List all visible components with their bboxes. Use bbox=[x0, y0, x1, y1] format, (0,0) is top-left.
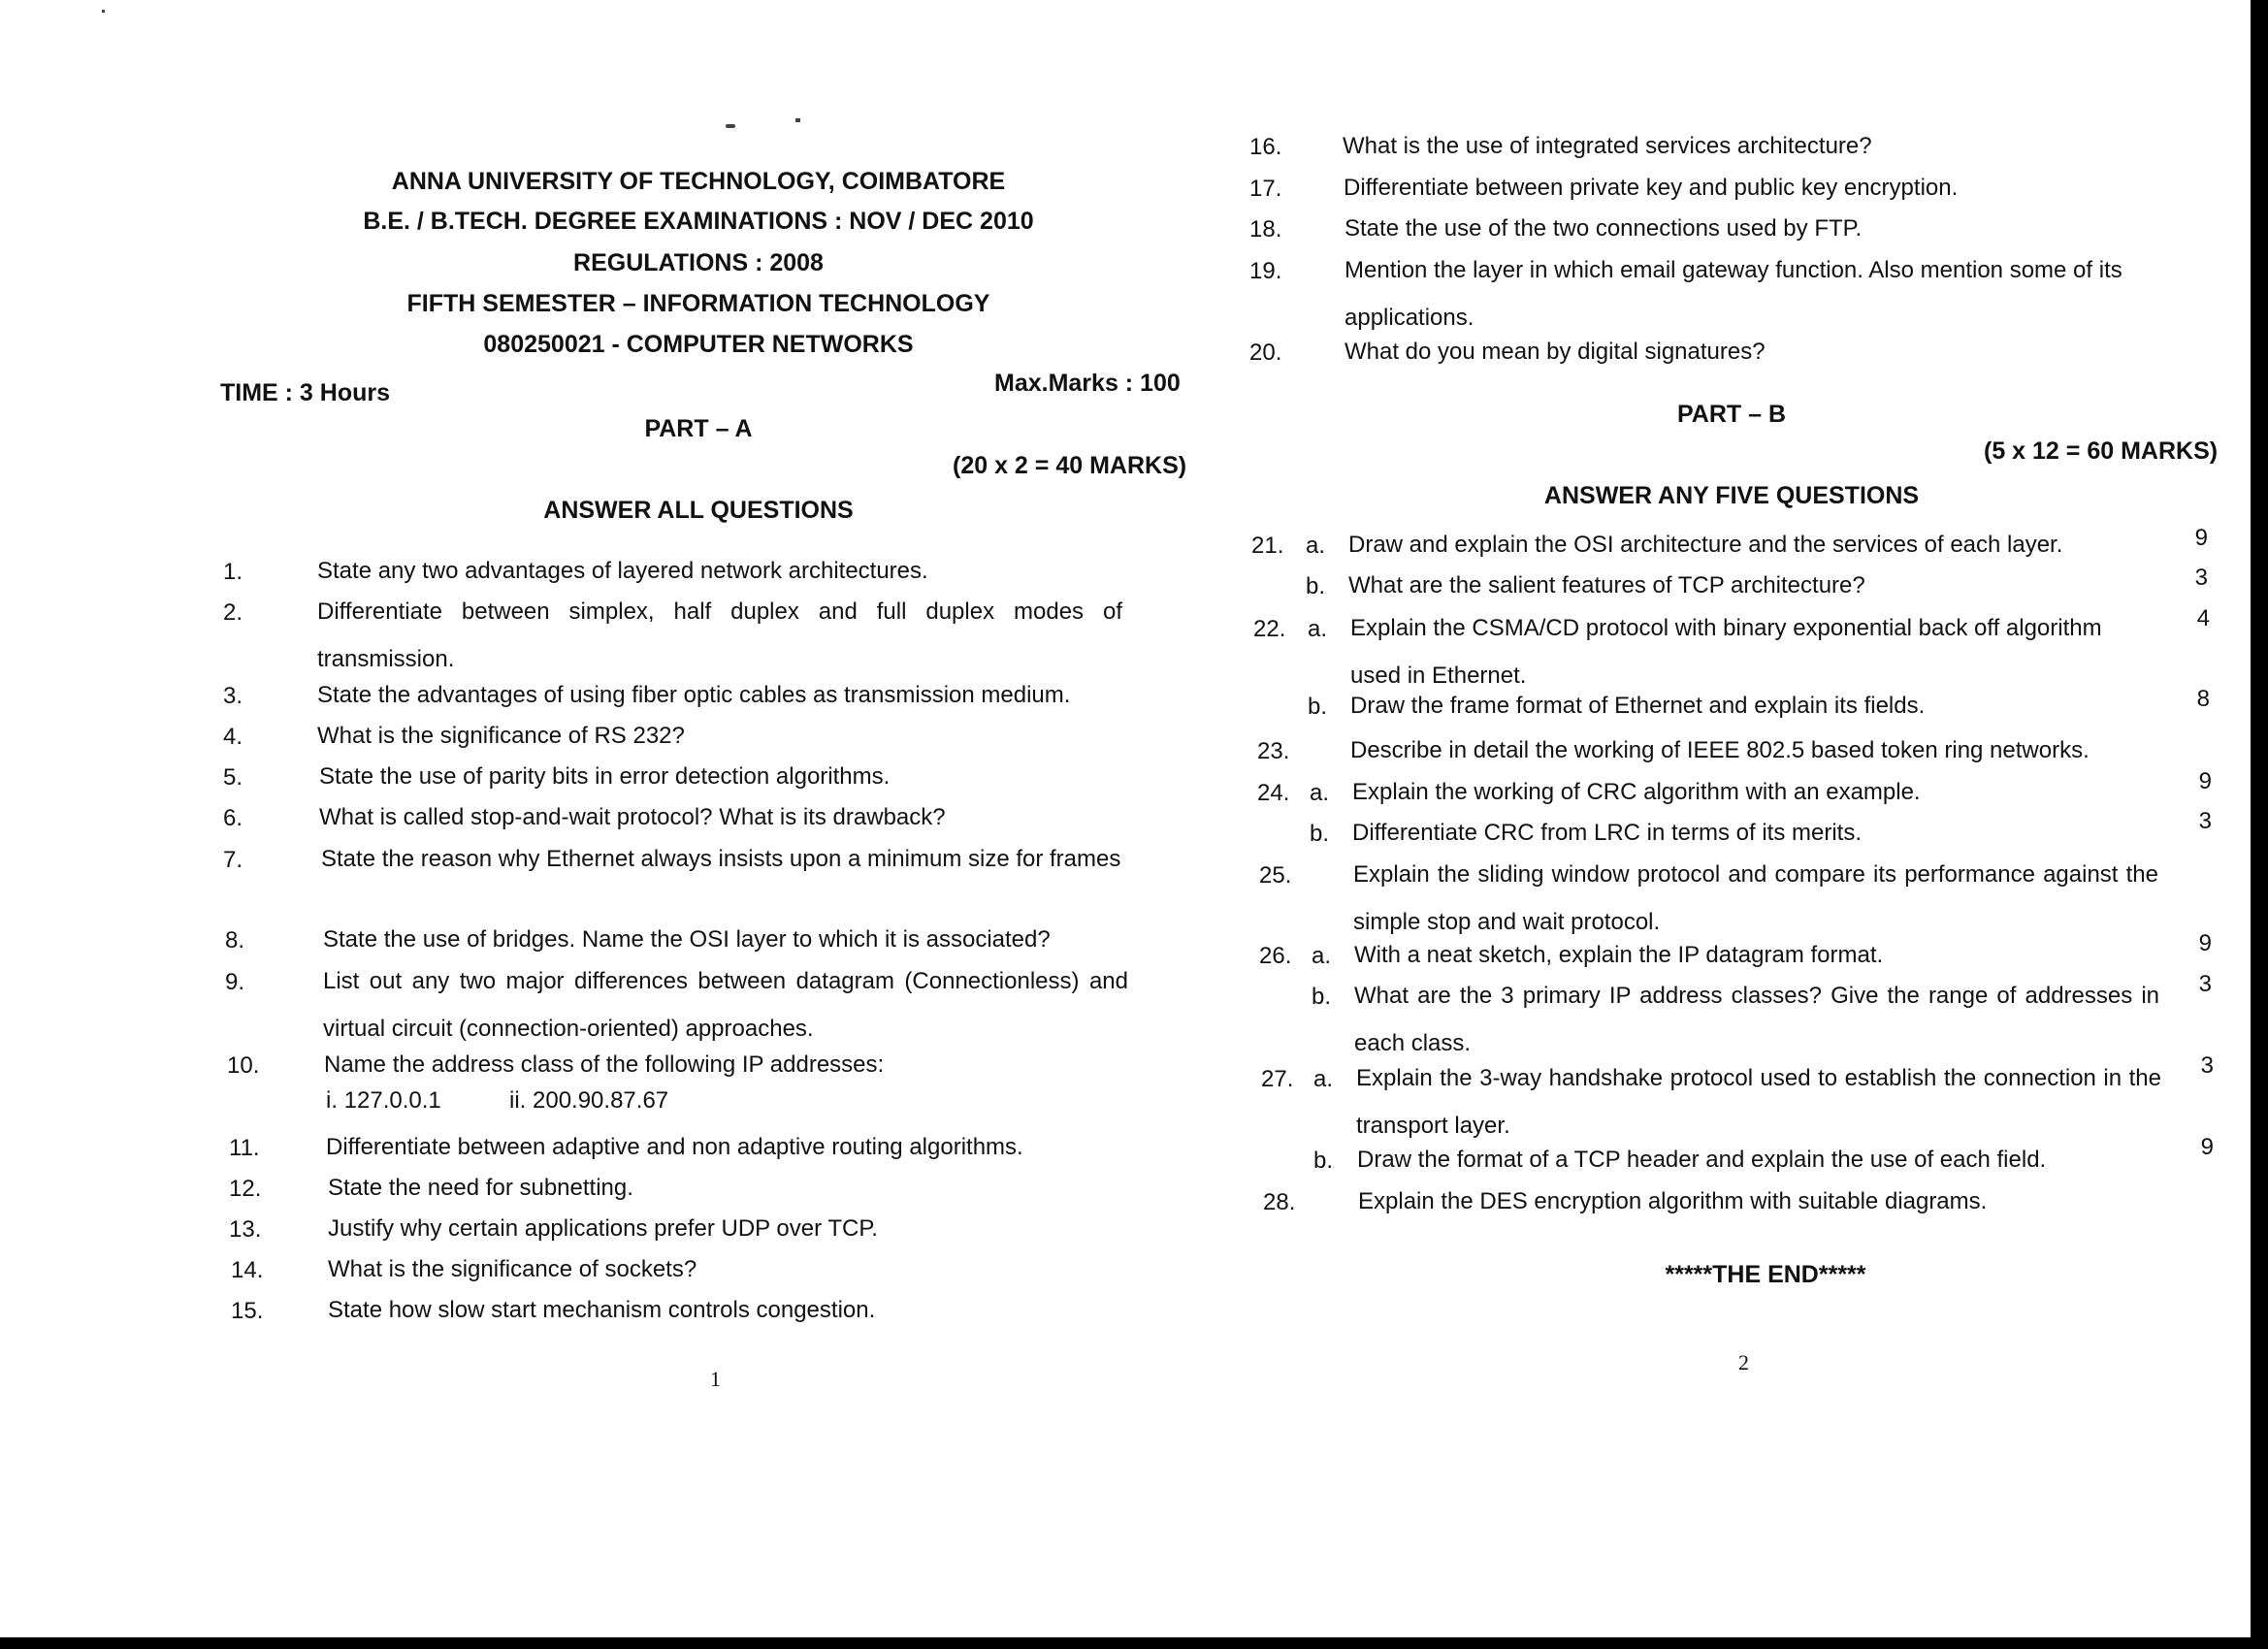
question-text: Differentiate between simplex, half duplex and full duplex modes of transmission. bbox=[317, 598, 1122, 672]
question-number: 22. bbox=[1253, 616, 1286, 642]
question-marks: 3 bbox=[2198, 808, 2212, 834]
question-marks: 3 bbox=[2194, 565, 2208, 591]
scan-speck bbox=[726, 124, 735, 128]
question-number: 25. bbox=[1259, 862, 1292, 889]
question-number: 19. bbox=[1249, 258, 1282, 284]
question-number: 26. bbox=[1259, 943, 1292, 969]
question-text: What are the salient features of TCP architecture? bbox=[1348, 572, 1865, 598]
question-number: 11. bbox=[229, 1135, 260, 1161]
scan-border-right bbox=[2251, 0, 2268, 1649]
exam-title: B.E. / B.TECH. DEGREE EXAMINATIONS : NOV / DEC 2010 bbox=[363, 208, 1034, 235]
question-number: 23. bbox=[1257, 738, 1290, 764]
question-marks: 4 bbox=[2196, 605, 2210, 631]
question-marks: 8 bbox=[2196, 686, 2210, 712]
question-number: 16. bbox=[1249, 134, 1282, 160]
question-text: What is called stop-and-wait protocol? What is its drawback? bbox=[319, 804, 946, 830]
question-part: a. bbox=[1310, 780, 1330, 806]
question-text: Justify why certain applications prefer UDP over TCP. bbox=[328, 1215, 878, 1242]
question-number: 10. bbox=[227, 1052, 260, 1079]
question-text: State how slow start mechanism controls congestion. bbox=[328, 1297, 876, 1323]
page-number-right: 2 bbox=[1738, 1350, 1749, 1374]
question-text: Explain the 3-way handshake protocol used to establish the connection in the transport layer. bbox=[1356, 1065, 2161, 1139]
page-number-left: 1 bbox=[710, 1367, 721, 1391]
question-number: 12. bbox=[229, 1176, 262, 1202]
question-text: State any two advantages of layered network architectures. bbox=[317, 558, 928, 584]
question-text: State the need for subnetting. bbox=[328, 1175, 633, 1201]
question-text: State the use of parity bits in error detection algorithms. bbox=[319, 763, 891, 790]
question-marks: 9 bbox=[2194, 525, 2208, 551]
question-number: 14. bbox=[231, 1257, 264, 1283]
question-marks: 9 bbox=[2198, 930, 2212, 956]
question-number: 8. bbox=[225, 927, 245, 954]
question-text: Draw the format of a TCP header and explain the use of each field. bbox=[1357, 1147, 2047, 1173]
part-b-marks: (5 x 12 = 60 MARKS) bbox=[1984, 437, 2219, 465]
question-part: b. bbox=[1310, 821, 1330, 847]
question-text: Name the address class of the following IP addresses: bbox=[324, 1051, 885, 1078]
part-a-title: PART – A bbox=[644, 415, 753, 442]
question-marks: 3 bbox=[2200, 1052, 2214, 1079]
question-text: What is the significance of RS 232? bbox=[317, 723, 685, 749]
scan-speck bbox=[795, 118, 800, 122]
question-part: a. bbox=[1308, 616, 1328, 642]
question-text: What is the significance of sockets? bbox=[328, 1256, 697, 1282]
part-b-instruction: ANSWER ANY FIVE QUESTIONS bbox=[1543, 482, 1920, 509]
question-number: 4. bbox=[223, 724, 243, 750]
question-text: Differentiate between adaptive and non adaptive routing algorithms. bbox=[326, 1134, 1023, 1160]
the-end: *****THE END***** bbox=[1665, 1261, 1866, 1288]
question-number: 24. bbox=[1257, 780, 1290, 806]
question-text: State the use of bridges. Name the OSI layer to which it is associated? bbox=[323, 926, 1051, 953]
part-b-title: PART – B bbox=[1676, 401, 1787, 428]
question-text: Explain the CSMA/CD protocol with binary exponential back off algorithm used in Ethernet. bbox=[1350, 615, 2102, 689]
question-number: 6. bbox=[223, 805, 243, 831]
question-part: a. bbox=[1306, 533, 1326, 559]
question-number: 3. bbox=[223, 683, 243, 709]
question-text: With a neat sketch, explain the IP datagram format. bbox=[1354, 942, 1884, 968]
question-text: Draw and explain the OSI architecture and the services of each layer. bbox=[1348, 532, 2063, 558]
question-number: 18. bbox=[1249, 216, 1282, 242]
question-text: Differentiate CRC from LRC in terms of its merits. bbox=[1352, 820, 1863, 846]
question-number: 1. bbox=[223, 559, 243, 585]
question-text: Draw the frame format of Ethernet and explain its fields. bbox=[1350, 693, 1926, 719]
max-marks: Max.Marks : 100 bbox=[994, 370, 1181, 397]
question-text: State the advantages of using fiber optic cables as transmission medium. bbox=[317, 682, 1071, 708]
question-text: Differentiate between private key and public key encryption. bbox=[1344, 175, 1959, 201]
question-number: 13. bbox=[229, 1216, 262, 1243]
question-text: State the reason why Ethernet always insists upon a minimum size for frames bbox=[321, 846, 1121, 872]
question-text: What do you mean by digital signatures? bbox=[1345, 339, 1766, 365]
question-number: 17. bbox=[1249, 176, 1282, 202]
regulations: REGULATIONS : 2008 bbox=[573, 249, 824, 276]
question-number: 28. bbox=[1263, 1189, 1296, 1215]
course-code: 080250021 - COMPUTER NETWORKS bbox=[483, 331, 914, 358]
question-text: What are the 3 primary IP address classes? Give the range of addresses in each class. bbox=[1354, 983, 2159, 1056]
university-name: ANNA UNIVERSITY OF TECHNOLOGY, COIMBATORE bbox=[391, 168, 1006, 195]
semester: FIFTH SEMESTER – INFORMATION TECHNOLOGY bbox=[406, 290, 990, 317]
question-text: What is the use of integrated services architecture? bbox=[1343, 133, 1872, 159]
question-text: State the use of the two connections used by FTP. bbox=[1345, 215, 1863, 242]
question-text: Describe in detail the working of IEEE 802.5 based token ring networks. bbox=[1350, 737, 2090, 763]
question-marks: 9 bbox=[2198, 768, 2212, 794]
scan-speck bbox=[102, 10, 105, 13]
exam-time: TIME : 3 Hours bbox=[220, 379, 391, 406]
question-text: Explain the sliding window protocol and compare its performance against the simple stop and wait protocol. bbox=[1353, 861, 2158, 935]
question-part: b. bbox=[1308, 694, 1328, 720]
question-number: 2. bbox=[223, 599, 243, 626]
question-part: a. bbox=[1313, 1066, 1334, 1092]
question-part: b. bbox=[1312, 984, 1332, 1010]
question-number: 20. bbox=[1249, 340, 1282, 366]
question-marks: 9 bbox=[2200, 1134, 2214, 1160]
question-part: b. bbox=[1313, 1148, 1334, 1174]
question-number: 9. bbox=[225, 969, 245, 995]
ip-address-1: i. 127.0.0.1 bbox=[326, 1087, 441, 1114]
question-part: a. bbox=[1312, 943, 1332, 969]
question-text: Explain the DES encryption algorithm with suitable diagrams. bbox=[1358, 1188, 1988, 1214]
question-text: List out any two major differences between datagram (Connectionless) and virtual circuit (connection-oriented) approaches. bbox=[323, 968, 1128, 1042]
question-marks: 3 bbox=[2198, 971, 2212, 997]
question-number: 15. bbox=[231, 1298, 264, 1324]
question-number: 21. bbox=[1251, 533, 1284, 559]
question-text: Explain the working of CRC algorithm with an example. bbox=[1352, 779, 1921, 805]
question-text: Mention the layer in which email gateway function. Also mention some of its applications. bbox=[1345, 257, 2122, 331]
question-number: 7. bbox=[223, 847, 243, 873]
part-a-marks: (20 x 2 = 40 MARKS) bbox=[953, 452, 1187, 479]
question-number: 5. bbox=[223, 764, 243, 791]
scan-border-bottom bbox=[0, 1637, 2268, 1649]
question-part: b. bbox=[1306, 573, 1326, 599]
question-number: 27. bbox=[1261, 1066, 1294, 1092]
ip-address-2: ii. 200.90.87.67 bbox=[509, 1087, 669, 1114]
part-a-instruction: ANSWER ALL QUESTIONS bbox=[543, 497, 854, 524]
